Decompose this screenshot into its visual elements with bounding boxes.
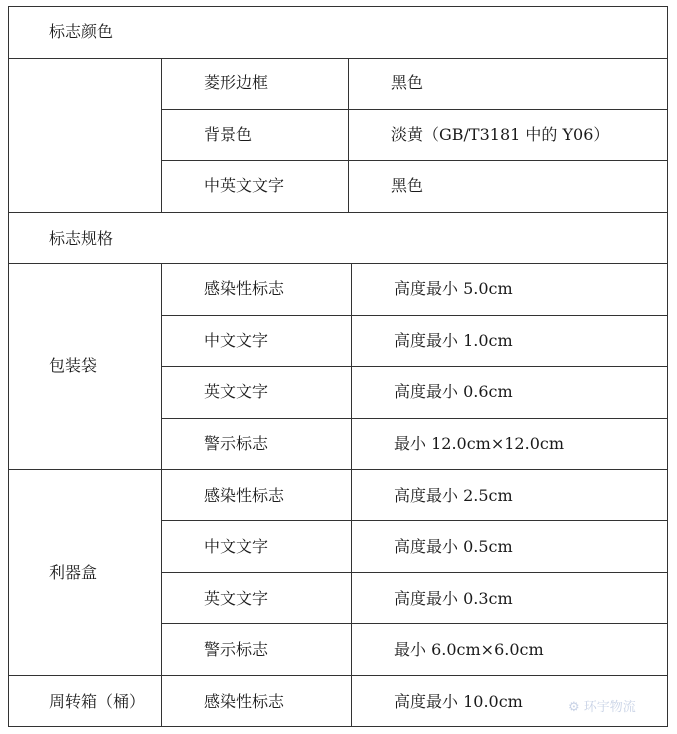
spec-item-value: 高度最小 0.5cm: [394, 537, 513, 556]
spec-item-value: 高度最小 0.6cm: [394, 382, 513, 401]
row-divider: [161, 623, 668, 624]
row-divider: [161, 160, 668, 161]
group-name-sharps-box: 利器盒: [49, 563, 98, 582]
column-divider: [348, 58, 349, 212]
spec-item-value: 高度最小 5.0cm: [394, 279, 513, 298]
spec-item-label: 英文文字: [204, 589, 269, 608]
color-item-label: 中英文文字: [204, 176, 285, 195]
row-divider: [8, 469, 668, 470]
color-item-value: 黑色: [391, 176, 424, 195]
column-divider: [351, 263, 352, 727]
section-title-spec: 标志规格: [49, 229, 114, 248]
row-divider: [8, 675, 668, 676]
spec-item-value: 高度最小 2.5cm: [394, 486, 513, 505]
color-item-value: 淡黄（GB/T3181 中的 Y06）: [391, 125, 610, 144]
spec-item-label: 感染性标志: [204, 486, 285, 505]
spec-item-label: 中文文字: [204, 537, 269, 556]
spec-item-label: 警示标志: [204, 640, 269, 659]
spec-item-label: 感染性标志: [204, 692, 285, 711]
column-divider: [161, 263, 162, 727]
section-title-color: 标志颜色: [49, 22, 114, 41]
row-divider: [161, 366, 668, 367]
group-name-turnover-box: 周转箱（桶）: [49, 692, 146, 711]
spec-item-value: 高度最小 1.0cm: [394, 331, 513, 350]
row-divider: [161, 418, 668, 419]
column-divider: [161, 58, 162, 212]
row-divider: [8, 212, 668, 213]
spec-item-value: 最小 6.0cm×6.0cm: [394, 640, 544, 659]
row-divider: [161, 109, 668, 110]
row-divider: [8, 263, 668, 264]
row-divider: [161, 520, 668, 521]
row-divider: [8, 58, 668, 59]
color-item-value: 黑色: [391, 73, 424, 92]
row-divider: [161, 572, 668, 573]
group-name-bag: 包装袋: [49, 356, 98, 375]
row-divider: [161, 315, 668, 316]
watermark: ⚙ 环宇物流: [568, 700, 636, 715]
color-item-label: 菱形边框: [204, 73, 269, 92]
spec-item-label: 英文文字: [204, 382, 269, 401]
spec-item-value: 最小 12.0cm×12.0cm: [394, 434, 565, 453]
spec-item-value: 高度最小 10.0cm: [394, 692, 523, 711]
spec-item-label: 中文文字: [204, 331, 269, 350]
spec-item-label: 警示标志: [204, 434, 269, 453]
spec-item-value: 高度最小 0.3cm: [394, 589, 513, 608]
color-item-label: 背景色: [204, 125, 253, 144]
spec-item-label: 感染性标志: [204, 279, 285, 298]
